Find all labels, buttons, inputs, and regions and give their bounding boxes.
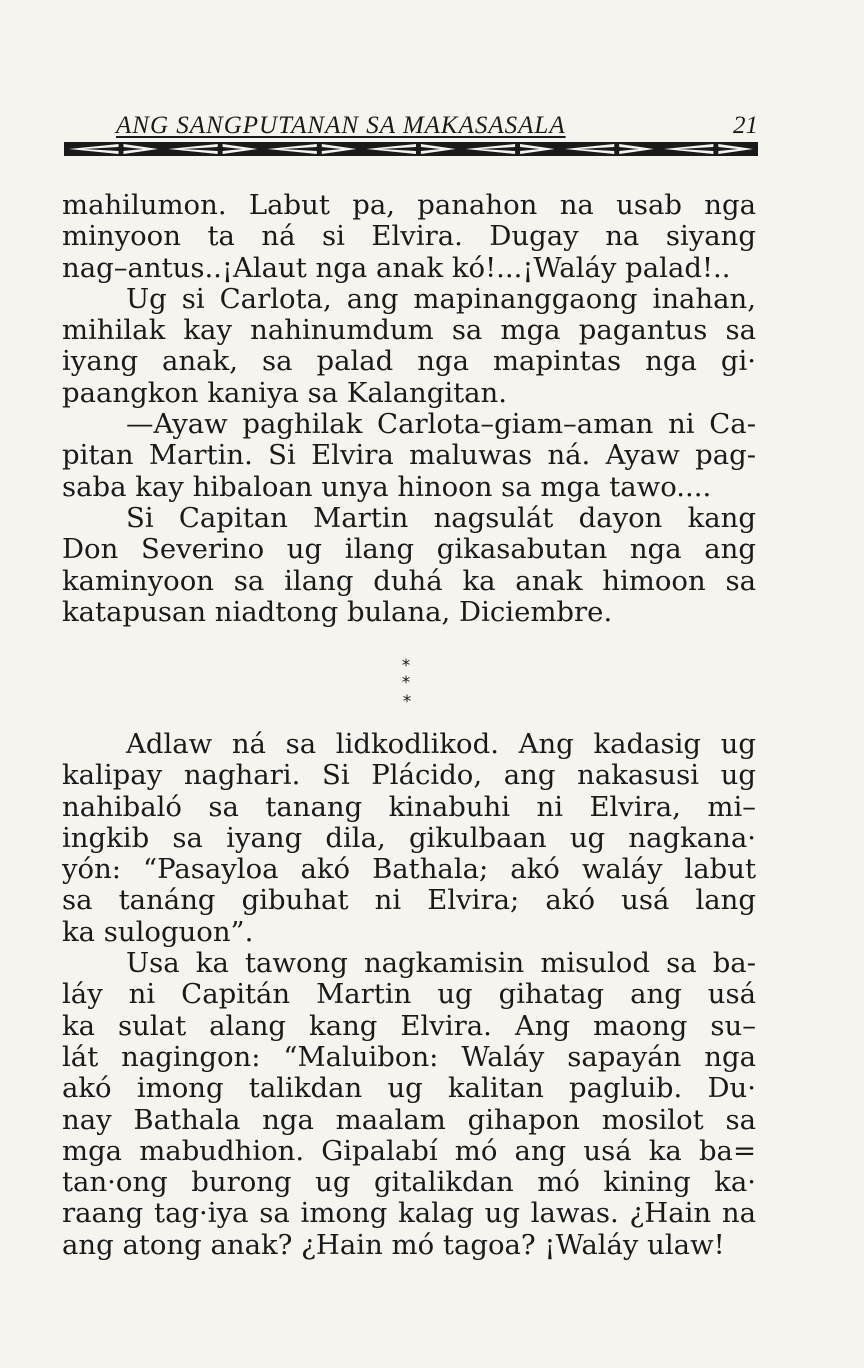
paragraph: [62, 284, 756, 409]
asterism-top: * *: [401, 656, 419, 693]
text-line: ka sulat alang kang Elvira. Ang maong su–: [62, 1009, 756, 1042]
page-number: 21: [733, 112, 758, 139]
text-line: nag–antus..¡Alaut nga anak kó!...¡Waláy palad!..: [62, 251, 731, 284]
text-line: Don Severino ug ilang gikasabutan nga ang: [62, 533, 756, 566]
text-line: saba kay hibaloan unya hinoon sa mga tawo....: [62, 470, 712, 503]
text-line: nahibaló sa tanang kinabuhi ni Elvira, mi–: [62, 790, 756, 823]
paragraph: [62, 948, 756, 1261]
text-line: yón: “Pasayloa akó Bathala; akó waláy labut: [62, 853, 756, 886]
running-header: [64, 112, 758, 158]
text-line: mihilak kay nahinumdum sa mga pagantus sa: [62, 314, 756, 347]
text-line: Si Capitan Martin nagsulát dayon kang: [126, 501, 756, 534]
text-line: iyang anak, sa palad nga mapintas nga gi·: [62, 345, 756, 378]
text-line: Ug si Carlota, ang mapinanggaong inahan,: [126, 282, 756, 315]
text-line: akó imong talikdan ug kalitan pagluib. Du·: [62, 1072, 756, 1105]
paragraph: [62, 409, 756, 503]
ornamental-rule: [64, 142, 758, 156]
text-line: sa tanáng gibuhat ni Elvira; akó usá lang: [62, 884, 756, 917]
text-line: —Ayaw paghilak Carlota–giam–aman ni Ca-: [126, 408, 756, 441]
text-line: kaminyoon sa ilang duhá ka anak himoon sa: [62, 564, 756, 597]
text-line: pitan Martin. Si Elvira maluwas ná. Ayaw pag-: [62, 439, 756, 472]
text-line: nay Bathala nga maalam gihapon mosilot sa: [62, 1103, 756, 1136]
text-line: mga mabudhion. Gipalabí mó ang usá ka ba=: [62, 1134, 756, 1167]
text-before-break: [62, 190, 756, 628]
paragraph: [62, 190, 756, 284]
text-line: paangkon kaniya sa Kalangitan.: [62, 376, 508, 409]
text-line: kalipay naghari. Si Plácido, ang nakasusi ug: [62, 759, 756, 792]
text-line: Adlaw ná sa lidkodlikod. Ang kadasig ug: [126, 728, 756, 760]
text-line: láy ni Capitán Martin ug gihatag ang usá: [62, 978, 756, 1011]
text-line: katapusan niadtong bulana, Diciembre.: [62, 595, 613, 628]
text-line: tan·ong burong ug gitalikdan mó kining ka·: [62, 1166, 756, 1199]
asterism-bottom: *: [402, 692, 412, 712]
text-after-break: [62, 729, 756, 1261]
text-line: Usa ka tawong nagkamisin misulod sa ba-: [126, 947, 756, 980]
paragraph: [62, 503, 756, 628]
text-line: lát nagingon: “Maluibon: Waláy sapayán nga: [62, 1040, 756, 1073]
text-line: raang tag·iya sa imong kalag ug lawas. ¿Hain na: [62, 1197, 756, 1230]
asterism-section-break: [382, 656, 432, 712]
text-line: minyoon ta ná si Elvira. Dugay na siyang: [62, 220, 756, 253]
text-line: ingkib sa iyang dila, gikulbaan ug nagkana·: [62, 821, 756, 854]
paragraph: [62, 729, 756, 948]
ornamental-rule-graphic: [64, 142, 758, 156]
running-title: ANG SANGPUTANAN SA MAKASASALA: [116, 112, 566, 139]
text-line: ang atong anak? ¿Hain mó tagoa? ¡Waláy ulaw!: [62, 1228, 725, 1261]
text-line: mahilumon. Labut pa, panahon na usab nga: [62, 189, 756, 221]
text-line: ka suloguon”.: [62, 915, 254, 948]
